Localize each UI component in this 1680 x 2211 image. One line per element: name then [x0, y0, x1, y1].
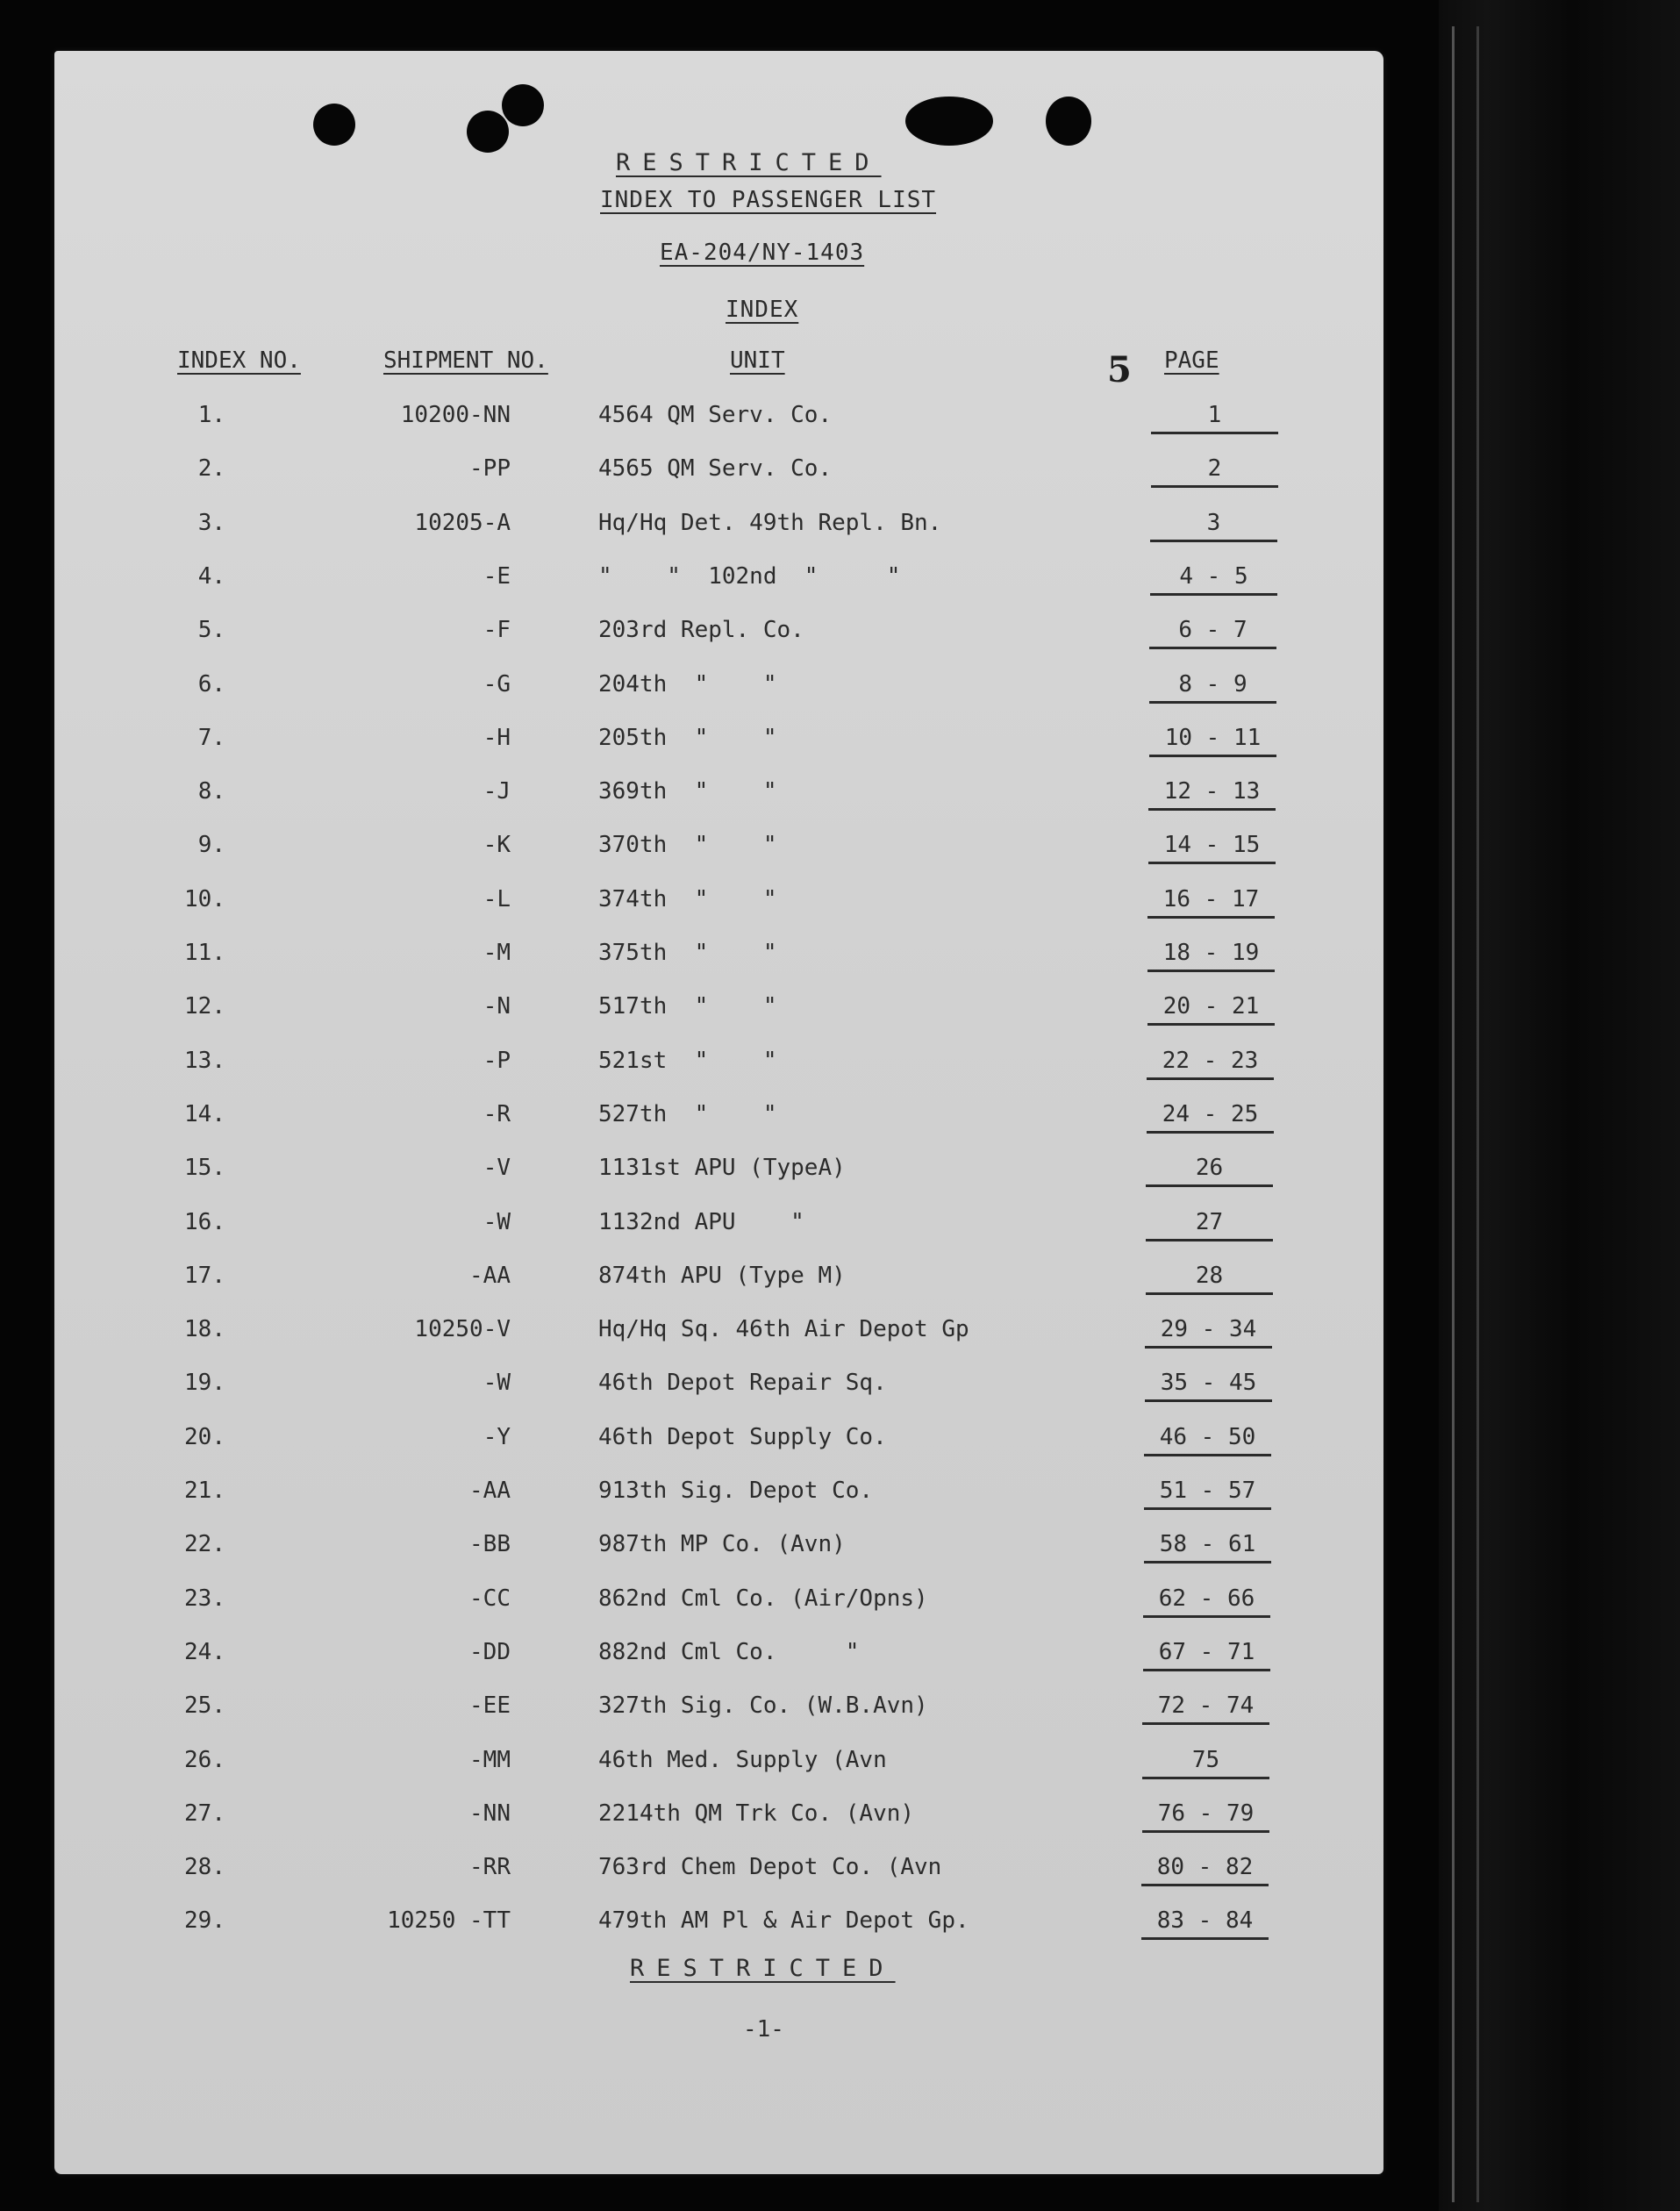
row-unit: 46th Depot Repair Sq. — [598, 1370, 887, 1396]
row-page-range: 3 — [1150, 510, 1277, 542]
row-index-number: 6. — [197, 671, 225, 698]
row-shipment-number: -N — [483, 993, 511, 1020]
row-index-number: 4. — [197, 563, 225, 590]
row-unit: 874th APU (Type M) — [598, 1263, 846, 1289]
row-unit: 374th " " — [598, 886, 777, 912]
row-index-number: 10. — [184, 886, 225, 912]
row-unit: 46th Depot Supply Co. — [598, 1424, 887, 1450]
row-unit: Hq/Hq Sq. 46th Air Depot Gp — [598, 1316, 969, 1342]
row-page-range: 29 - 34 — [1145, 1316, 1272, 1349]
row-shipment-number: -EE — [469, 1692, 511, 1719]
row-index-number: 8. — [197, 778, 225, 805]
row-page-range: 72 - 74 — [1142, 1692, 1269, 1725]
divider-line — [1452, 26, 1455, 2202]
row-index-number: 9. — [197, 832, 225, 858]
row-page-range: 22 - 23 — [1147, 1048, 1274, 1080]
row-index-number: 11. — [184, 940, 225, 966]
row-page-range: 27 — [1146, 1209, 1273, 1241]
row-shipment-number: -P — [483, 1048, 511, 1074]
row-page-range: 18 - 19 — [1147, 940, 1275, 972]
row-shipment-number: 10250 -TT — [387, 1907, 511, 1934]
document-title: INDEX TO PASSENGER LIST — [600, 187, 937, 213]
reference-number: EA-204/NY-1403 — [660, 240, 865, 266]
row-page-range: 6 - 7 — [1149, 617, 1276, 649]
row-shipment-number: -CC — [469, 1585, 511, 1612]
row-unit: Hq/Hq Det. 49th Repl. Bn. — [598, 510, 942, 536]
row-index-number: 19. — [184, 1370, 225, 1396]
row-page-range: 51 - 57 — [1144, 1478, 1271, 1510]
row-shipment-number: -K — [483, 832, 511, 858]
row-unit: 4564 QM Serv. Co. — [598, 402, 833, 428]
row-index-number: 25. — [184, 1692, 225, 1719]
column-header-shipment: SHIPMENT NO. — [383, 347, 548, 374]
row-page-range: 24 - 25 — [1147, 1101, 1274, 1134]
row-unit: 913th Sig. Depot Co. — [598, 1478, 874, 1504]
row-page-range: 20 - 21 — [1147, 993, 1275, 1026]
row-shipment-number: -W — [483, 1209, 511, 1235]
row-unit: 4565 QM Serv. Co. — [598, 455, 833, 482]
row-index-number: 1. — [197, 402, 225, 428]
row-page-range: 75 — [1142, 1747, 1269, 1779]
column-header-page: PAGE — [1164, 347, 1219, 374]
row-shipment-number: -DD — [469, 1639, 511, 1665]
row-unit: 1132nd APU " — [598, 1209, 804, 1235]
column-header-unit: UNIT — [730, 347, 785, 374]
row-page-range: 26 — [1146, 1155, 1273, 1187]
row-unit: 862nd Cml Co. (Air/Opns) — [598, 1585, 928, 1612]
column-header-index: INDEX NO. — [177, 347, 301, 374]
row-index-number: 5. — [197, 617, 225, 643]
classification-header: RESTRICTED — [616, 149, 882, 176]
row-page-range: 58 - 61 — [1144, 1531, 1271, 1563]
row-page-range: 16 - 17 — [1147, 886, 1275, 919]
row-index-number: 20. — [184, 1424, 225, 1450]
row-index-number: 24. — [184, 1639, 225, 1665]
row-page-range: 67 - 71 — [1143, 1639, 1270, 1671]
row-page-range: 4 - 5 — [1150, 563, 1277, 596]
punch-hole — [905, 97, 993, 146]
row-shipment-number: -L — [483, 886, 511, 912]
row-unit: 521st " " — [598, 1048, 777, 1074]
row-page-range: 10 - 11 — [1149, 725, 1276, 757]
row-page-range: 8 - 9 — [1149, 671, 1276, 704]
row-shipment-number: -MM — [469, 1747, 511, 1773]
row-index-number: 18. — [184, 1316, 225, 1342]
row-shipment-number: -M — [483, 940, 511, 966]
row-index-number: 15. — [184, 1155, 225, 1181]
row-unit: 205th " " — [598, 725, 777, 751]
row-shipment-number: 10205-A — [414, 510, 511, 536]
row-shipment-number: -H — [483, 725, 511, 751]
row-shipment-number: -AA — [469, 1478, 511, 1504]
row-page-range: 83 - 84 — [1141, 1907, 1269, 1940]
row-index-number: 13. — [184, 1048, 225, 1074]
backdrop-strip — [1439, 0, 1680, 2211]
row-shipment-number: -Y — [483, 1424, 511, 1450]
row-index-number: 28. — [184, 1854, 225, 1880]
row-index-number: 14. — [184, 1101, 225, 1127]
row-index-number: 22. — [184, 1531, 225, 1557]
row-index-number: 27. — [184, 1800, 225, 1827]
row-unit: 527th " " — [598, 1101, 777, 1127]
row-unit: 46th Med. Supply (Avn — [598, 1747, 887, 1773]
row-shipment-number: 10200-NN — [400, 402, 511, 428]
row-page-range: 12 - 13 — [1148, 778, 1276, 811]
row-shipment-number: -BB — [469, 1531, 511, 1557]
row-shipment-number: -V — [483, 1155, 511, 1181]
classification-footer: RESTRICTED — [630, 1955, 896, 1982]
row-page-range: 2 — [1151, 455, 1278, 488]
row-shipment-number: -J — [483, 778, 511, 805]
row-index-number: 7. — [197, 725, 225, 751]
row-unit: 327th Sig. Co. (W.B.Avn) — [598, 1692, 928, 1719]
row-page-range: 76 - 79 — [1142, 1800, 1269, 1833]
row-index-number: 2. — [197, 455, 225, 482]
row-page-range: 46 - 50 — [1144, 1424, 1271, 1456]
row-unit: 987th MP Co. (Avn) — [598, 1531, 846, 1557]
handwritten-page-marker: 5 — [1107, 349, 1132, 390]
punch-hole — [1046, 97, 1091, 146]
row-shipment-number: -RR — [469, 1854, 511, 1880]
row-page-range: 80 - 82 — [1141, 1854, 1269, 1886]
row-page-range: 35 - 45 — [1145, 1370, 1272, 1402]
row-shipment-number: -R — [483, 1101, 511, 1127]
row-shipment-number: -PP — [469, 455, 511, 482]
row-unit: 370th " " — [598, 832, 777, 858]
row-shipment-number: -NN — [469, 1800, 511, 1827]
row-index-number: 3. — [197, 510, 225, 536]
row-unit: 204th " " — [598, 671, 777, 698]
row-shipment-number: -F — [483, 617, 511, 643]
row-shipment-number: -G — [483, 671, 511, 698]
row-index-number: 29. — [184, 1907, 225, 1934]
punch-hole — [313, 104, 355, 146]
row-shipment-number: 10250-V — [414, 1316, 511, 1342]
divider-line — [1476, 26, 1479, 2202]
row-index-number: 21. — [184, 1478, 225, 1504]
row-page-range: 62 - 66 — [1143, 1585, 1270, 1618]
punch-hole — [502, 84, 544, 126]
punch-hole — [467, 111, 509, 153]
row-unit: 479th AM Pl & Air Depot Gp. — [598, 1907, 969, 1934]
row-unit: " " 102nd " " — [598, 563, 901, 590]
row-page-range: 28 — [1146, 1263, 1273, 1295]
row-index-number: 12. — [184, 993, 225, 1020]
row-unit: 369th " " — [598, 778, 777, 805]
row-index-number: 26. — [184, 1747, 225, 1773]
row-shipment-number: -W — [483, 1370, 511, 1396]
row-unit: 517th " " — [598, 993, 777, 1020]
row-shipment-number: -AA — [469, 1263, 511, 1289]
row-unit: 882nd Cml Co. " — [598, 1639, 860, 1665]
row-shipment-number: -E — [483, 563, 511, 590]
row-page-range: 1 — [1151, 402, 1278, 434]
page-number: -1- — [743, 2016, 784, 2043]
row-unit: 1131st APU (TypeA) — [598, 1155, 846, 1181]
row-unit: 2214th QM Trk Co. (Avn) — [598, 1800, 915, 1827]
index-subtitle: INDEX — [726, 297, 799, 323]
row-unit: 203rd Repl. Co. — [598, 617, 804, 643]
row-index-number: 17. — [184, 1263, 225, 1289]
document-sheet — [54, 51, 1383, 2174]
row-unit: 763rd Chem Depot Co. (Avn — [598, 1854, 942, 1880]
row-index-number: 16. — [184, 1209, 225, 1235]
row-index-number: 23. — [184, 1585, 225, 1612]
row-unit: 375th " " — [598, 940, 777, 966]
row-page-range: 14 - 15 — [1148, 832, 1276, 864]
